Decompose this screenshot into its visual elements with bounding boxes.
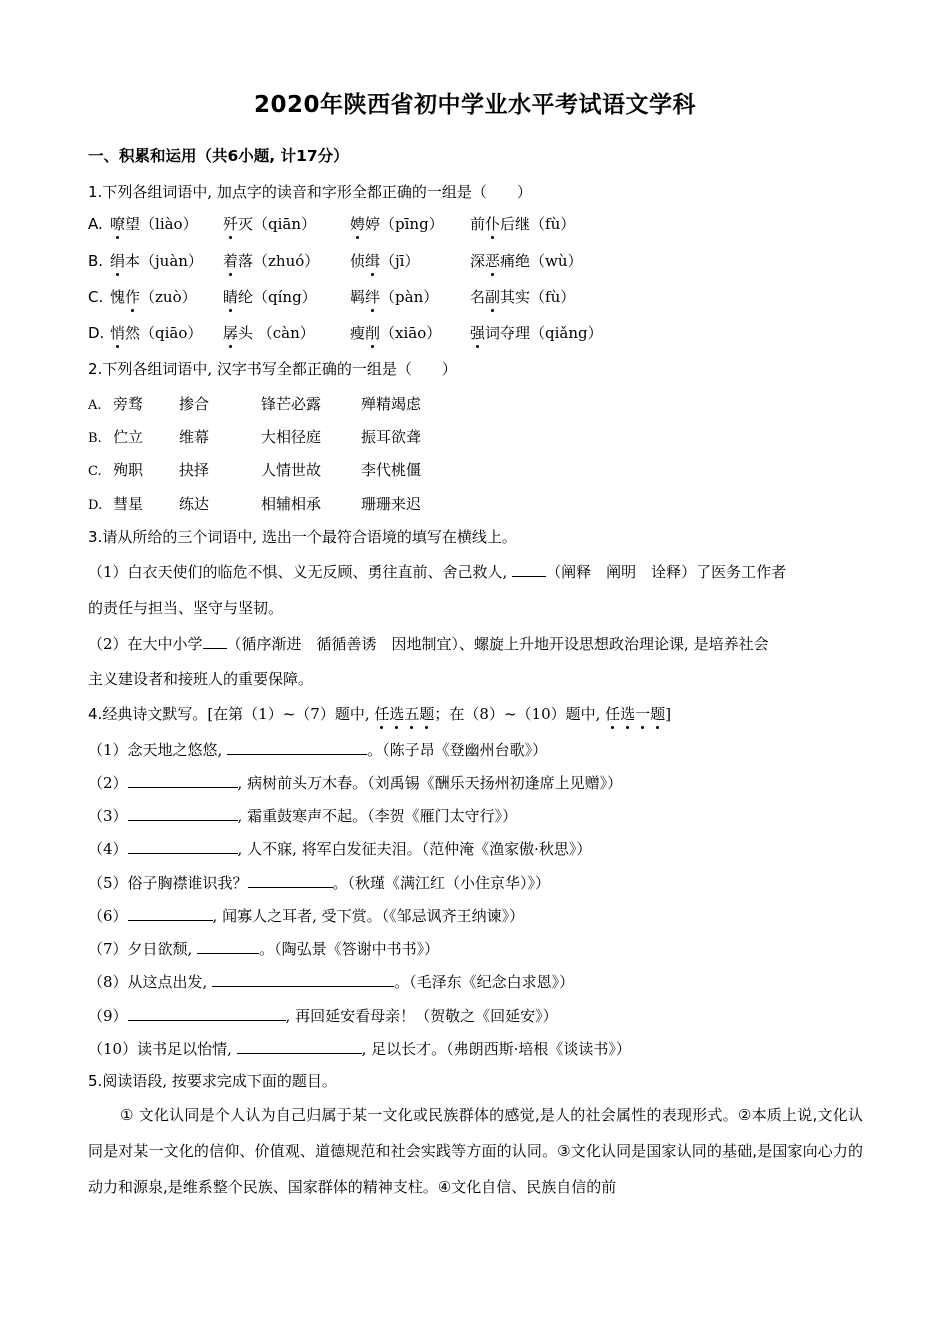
word-text: 婷（pīng） bbox=[365, 215, 444, 233]
dotted-char: 着 bbox=[223, 252, 239, 270]
option-word: 维幕 bbox=[179, 428, 210, 446]
dotted-char: 歼 bbox=[223, 215, 239, 233]
question-2-option-b[interactable] bbox=[88, 427, 461, 449]
answer-blank[interactable] bbox=[197, 938, 259, 954]
word-text: 望（liào） bbox=[125, 215, 198, 233]
emphasis-char: 题 bbox=[419, 705, 435, 723]
reading-paragraph: ① 文化认同是个人认为自己归属于某一文化或民族群体的感觉,是人的社会属性的表现形式。②本质上说,文化认同是对某一文化的信仰、价值观、道德规范和社会实践等方面的认同。③文化认同是国家认同的基础,是国家向心力的动力和源泉,是维系整个民族、国家群体的精神支柱。④文化自信、民族自信的前 bbox=[88, 1106, 863, 1196]
question-2-option-a[interactable] bbox=[88, 394, 461, 416]
dotted-char: 悄 bbox=[110, 324, 126, 342]
emphasis-char: 任 bbox=[605, 705, 621, 723]
item-prompt: （3） bbox=[88, 807, 128, 825]
word-with-pinyin bbox=[470, 287, 575, 307]
item-source: 。（陈子昂《登幽州台歌》） bbox=[367, 741, 548, 759]
emphasis-char: 题 bbox=[650, 705, 666, 723]
recitation-item-9 bbox=[88, 1005, 558, 1026]
word-with-pinyin bbox=[350, 287, 438, 307]
option-label: A. bbox=[88, 398, 102, 413]
question-2-option-c[interactable] bbox=[88, 460, 461, 482]
question-number: 2. bbox=[88, 360, 103, 378]
item-source: , 再回延安看母亲！（贺敬之《回延安》） bbox=[285, 1007, 558, 1025]
option-word: 相辅相承 bbox=[261, 495, 322, 513]
item-prompt: （4） bbox=[88, 840, 128, 858]
item-prompt: （10）读书足以怡情, bbox=[88, 1040, 237, 1058]
question-number: 4. bbox=[88, 705, 103, 723]
dotted-char: 缉 bbox=[365, 252, 381, 270]
dotted-char: 仆 bbox=[485, 215, 501, 233]
question-1-stem bbox=[88, 182, 532, 202]
question-4-stem bbox=[88, 704, 671, 724]
option-word: 掺合 bbox=[179, 395, 210, 413]
item-source: , 霜重鼓寒声不起。（李贺《雁门太守行》） bbox=[237, 807, 518, 825]
option-word: 大相径庭 bbox=[261, 428, 322, 446]
option-word: 振耳欲聋 bbox=[361, 428, 422, 446]
word-text: 侦 bbox=[350, 252, 366, 270]
dotted-char: 绢 bbox=[110, 252, 126, 270]
item-prompt: （2） bbox=[88, 774, 128, 792]
recitation-item-2 bbox=[88, 772, 622, 793]
answer-blank[interactable] bbox=[212, 971, 394, 987]
option-word: 李代桃僵 bbox=[361, 461, 422, 479]
option-label: A. bbox=[88, 215, 103, 233]
question-text: 阅读语段, 按要求完成下面的题目。 bbox=[102, 1072, 337, 1090]
dotted-char: 削 bbox=[365, 324, 381, 342]
answer-blank[interactable] bbox=[512, 561, 546, 577]
document-title: 2020年陕西省初中学业水平考试语文学科 bbox=[253, 92, 696, 118]
word-with-pinyin bbox=[470, 251, 583, 271]
word-text: （xiāo） bbox=[380, 324, 442, 342]
question-2-stem bbox=[88, 359, 457, 379]
item-source: , 人不寐, 将军白发征夫泪。（范仲淹《渔家傲·秋思》） bbox=[237, 840, 592, 858]
word-text: 瘦 bbox=[350, 324, 366, 342]
dotted-char: 孱 bbox=[223, 324, 239, 342]
dotted-char: 娉 bbox=[350, 215, 366, 233]
option-word: 殚精竭虑 bbox=[361, 395, 422, 413]
word-text: 词夺理（qiǎng） bbox=[485, 324, 603, 342]
word-with-pinyin bbox=[470, 214, 575, 234]
word-text: 纶（qíng） bbox=[238, 288, 317, 306]
question-text: 经典诗文默写。[在第（1）~（7）题中, bbox=[102, 705, 375, 723]
option-word: 练达 bbox=[179, 495, 210, 513]
dotted-char: 睛 bbox=[223, 288, 239, 306]
choices-text: （阐释 阐明 诠释）了医务工作者 bbox=[546, 563, 787, 581]
word-text: 然（qiāo） bbox=[125, 324, 203, 342]
option-word: 人情世故 bbox=[261, 461, 322, 479]
question-3-sub-1 bbox=[88, 561, 786, 582]
option-label: B. bbox=[88, 431, 102, 446]
word-with-pinyin bbox=[470, 323, 603, 343]
answer-blank[interactable] bbox=[237, 1038, 362, 1054]
word-with-pinyin bbox=[223, 323, 315, 343]
word-text: 落（zhuó） bbox=[238, 252, 320, 270]
word-with-pinyin bbox=[350, 251, 419, 271]
option-label: D. bbox=[88, 324, 105, 342]
item-source: 。（秋瑾《满江红（小住京华）》） bbox=[332, 874, 551, 892]
word-with-pinyin bbox=[110, 251, 203, 271]
option-word: 珊珊来迟 bbox=[361, 495, 422, 513]
question-text: 请从所给的三个词语中, 选出一个最符合语境的填写在横线上。 bbox=[102, 528, 517, 546]
option-word: 彗星 bbox=[113, 495, 144, 513]
question-number: 5. bbox=[88, 1072, 103, 1090]
word-with-pinyin bbox=[110, 214, 198, 234]
item-source: 。（陶弘景《答谢中书书》） bbox=[259, 940, 440, 958]
emphasis-char: 选 bbox=[620, 705, 636, 723]
word-with-pinyin bbox=[110, 287, 197, 307]
item-source: , 足以长才。（弗朗西斯·培根《谈读书》） bbox=[361, 1040, 631, 1058]
option-label: C. bbox=[88, 464, 102, 479]
word-text: （pàn） bbox=[380, 288, 439, 306]
emphasis-char: 五 bbox=[404, 705, 420, 723]
word-text: 深 bbox=[470, 252, 486, 270]
option-word: 伫立 bbox=[113, 428, 144, 446]
dotted-char: 绊 bbox=[365, 288, 381, 306]
recitation-item-6 bbox=[88, 905, 524, 926]
option-label: C. bbox=[88, 288, 104, 306]
item-prompt: （8）从这点出发, bbox=[88, 973, 213, 991]
word-text: 名 bbox=[470, 288, 486, 306]
choices-text: （循序渐进 循循善诱 因地制宜）、螺旋上升地开设思想政治理论课, 是培养社会 bbox=[226, 635, 769, 653]
option-word: 锋芒必露 bbox=[261, 395, 322, 413]
item-prompt: （9） bbox=[88, 1007, 128, 1025]
option-label: B. bbox=[88, 252, 104, 270]
item-prompt: （5）俗子胸襟谁识我？ bbox=[88, 874, 248, 892]
question-text: ；在（8）~（10）题中, bbox=[434, 705, 606, 723]
question-number: 3. bbox=[88, 528, 103, 546]
item-source: 。（毛泽东《纪念白求恩》） bbox=[394, 973, 575, 991]
word-with-pinyin bbox=[223, 287, 317, 307]
item-source: , 闻寡人之耳者, 受下赏。（《邹忌讽齐王纳谏》） bbox=[212, 907, 525, 925]
word-text: 羁 bbox=[350, 288, 366, 306]
question-3-sub-2-cont: 主义建设者和接班人的重要保障。 bbox=[88, 670, 314, 688]
dotted-char: 作 bbox=[125, 288, 141, 306]
question-text: 下列各组词语中, 汉字书写全都正确的一组是（ ） bbox=[102, 360, 457, 378]
answer-blank[interactable] bbox=[203, 633, 227, 649]
dotted-char: 副 bbox=[485, 288, 501, 306]
word-with-pinyin bbox=[110, 323, 202, 343]
recitation-item-7 bbox=[88, 938, 439, 959]
recitation-item-4 bbox=[88, 838, 591, 859]
option-label: D. bbox=[88, 498, 103, 513]
word-text: 其实（fù） bbox=[500, 288, 576, 306]
sub-question-text: （1）白衣天使们的临危不惧、义无反顾、勇往直前、舍己救人, bbox=[88, 563, 513, 581]
word-text: 灭（qiān） bbox=[238, 215, 317, 233]
emphasis-char: 一 bbox=[635, 705, 651, 723]
word-with-pinyin bbox=[223, 214, 316, 234]
item-prompt: （7）夕日欲颓, bbox=[88, 940, 198, 958]
option-word: 殉职 bbox=[113, 461, 144, 479]
word-text: 痛绝（wù） bbox=[500, 252, 583, 270]
word-text: （zuò） bbox=[140, 288, 197, 306]
dotted-char: 强 bbox=[470, 324, 486, 342]
answer-blank[interactable] bbox=[248, 872, 333, 888]
question-text: 下列各组词语中, 加点字的读音和字形全都正确的一组是（ ） bbox=[102, 183, 532, 201]
item-prompt: （1）念天地之悠悠, bbox=[88, 741, 228, 759]
word-text: 后继（fù） bbox=[500, 215, 576, 233]
sub-question-text: （2）在大中小学 bbox=[88, 635, 203, 653]
question-3-sub-2 bbox=[88, 633, 769, 654]
recitation-item-3 bbox=[88, 805, 517, 826]
word-with-pinyin bbox=[350, 323, 441, 343]
item-prompt: （6） bbox=[88, 907, 128, 925]
question-3-stem bbox=[88, 527, 517, 547]
answer-blank[interactable] bbox=[128, 905, 213, 921]
recitation-item-1 bbox=[88, 739, 547, 760]
emphasis-char: 选 bbox=[389, 705, 405, 723]
word-with-pinyin bbox=[350, 214, 444, 234]
answer-blank[interactable] bbox=[128, 772, 238, 788]
word-text: 愧 bbox=[110, 288, 126, 306]
question-3-sub-1-cont: 的责任与担当、坚守与坚韧。 bbox=[88, 599, 284, 617]
word-text: 前 bbox=[470, 215, 486, 233]
word-with-pinyin bbox=[223, 251, 319, 271]
word-text: 头 （càn） bbox=[238, 324, 315, 342]
option-word: 旁骛 bbox=[113, 395, 144, 413]
word-text: 本（juàn） bbox=[125, 252, 203, 270]
word-text: （jī） bbox=[380, 252, 420, 270]
answer-blank[interactable] bbox=[128, 1005, 286, 1021]
question-text: ] bbox=[665, 705, 672, 723]
question-2-option-d[interactable] bbox=[88, 494, 461, 516]
item-source: , 病树前头万木春。（刘禹锡《酬乐天扬州初逢席上见赠》） bbox=[237, 774, 623, 792]
question-number: 1. bbox=[88, 183, 103, 201]
option-word: 抉择 bbox=[179, 461, 210, 479]
section-heading: 一、积累和运用（共6小题, 计17分） bbox=[88, 147, 349, 165]
emphasis-char: 任 bbox=[374, 705, 390, 723]
answer-blank[interactable] bbox=[128, 838, 238, 854]
recitation-item-5 bbox=[88, 872, 550, 893]
recitation-item-8 bbox=[88, 971, 574, 992]
recitation-item-10 bbox=[88, 1038, 631, 1059]
dotted-char: 恶 bbox=[485, 252, 501, 270]
answer-blank[interactable] bbox=[227, 739, 367, 755]
question-5-stem bbox=[88, 1071, 337, 1091]
answer-blank[interactable] bbox=[128, 805, 238, 821]
dotted-char: 嘹 bbox=[110, 215, 126, 233]
